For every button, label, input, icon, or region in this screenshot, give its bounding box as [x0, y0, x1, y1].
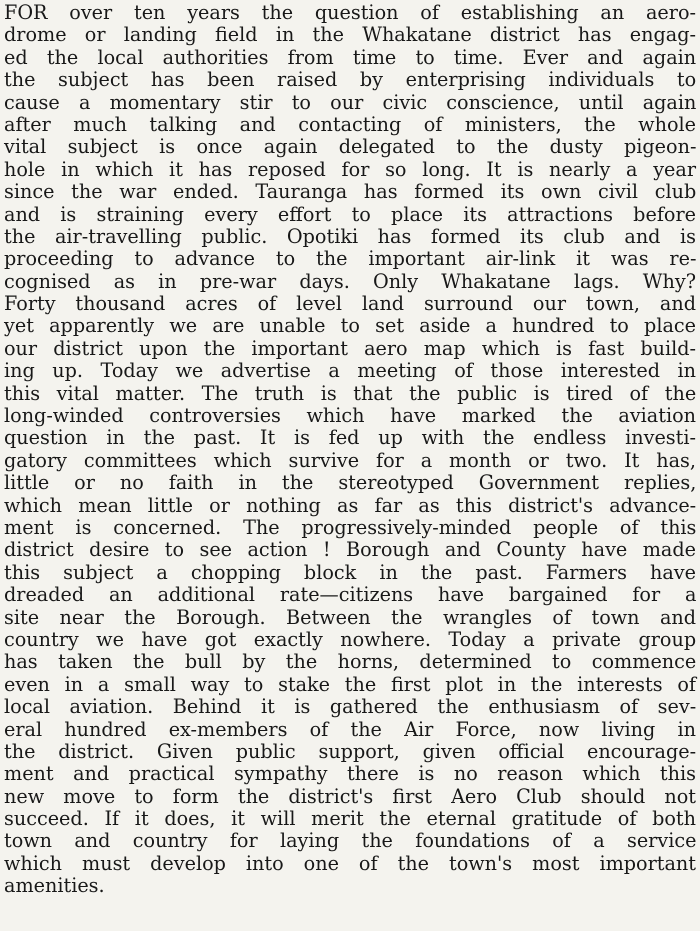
text-line: our district upon the important aero map which is fast build- — [4, 336, 696, 360]
text-line: after much talking and contacting of ministers, the whole — [4, 112, 696, 136]
text-line: new move to form the district's first Aero Club should not — [4, 784, 696, 808]
text-line: which must develop into one of the town's most important — [4, 851, 696, 875]
text-line: ing up. Today we advertise a meeting of those interested in — [4, 359, 696, 383]
text-line: even in a small way to stake the first plot in the interests of — [4, 672, 696, 696]
text-line: the air-travelling public. Opotiki has formed its club and is — [4, 224, 696, 248]
text-line: which mean little or nothing as far as this district's advance- — [4, 493, 697, 517]
text-line: FOR over ten years the question of establishing an aero- — [4, 1, 696, 24]
text-line: site near the Borough. Between the wrangles of town and — [4, 605, 697, 629]
text-line: question in the past. It is fed up with the endless investi- — [4, 426, 696, 450]
text-line: the subject has been raised by enterprising individuals to — [4, 68, 697, 92]
text-line: dreaded an additional rate—citizens have bargained for a — [4, 583, 697, 607]
text-line: vital subject is once again delegated to the dusty pigeon- — [4, 135, 697, 159]
text-line: ment is concerned. The progressively-minded people of this — [4, 515, 697, 539]
text-line: little or no faith in the stereotyped Government replies, — [4, 471, 697, 495]
text-line: cognised as in pre-war days. Only Whakatane lags. Why? — [4, 269, 696, 293]
text-line: yet apparently we are unable to set aside a hundred to place — [4, 314, 696, 338]
text-line: district desire to see action ! Borough and County have made — [4, 538, 696, 562]
text-line: town and country for laying the foundations of a service — [4, 829, 697, 853]
text-line: gatory committees which survive for a month or two. It has, — [4, 448, 697, 472]
text-line: ed the local authorities from time to time. Ever and again — [4, 45, 697, 69]
text-line: since the war ended. Tauranga has formed its own civil club — [4, 180, 697, 204]
text-line: hole in which it has reposed for so long. It is nearly a year — [4, 157, 697, 181]
text-line: proceeding to advance to the important air-link it was re- — [4, 247, 697, 271]
text-line: and is straining every effort to place its attractions before — [4, 202, 696, 226]
text-line: eral hundred ex-members of the Air Force, now living in — [4, 717, 697, 741]
text-line: has taken the bull by the horns, determined to commence — [4, 650, 697, 674]
text-line: cause a momentary stir to our civic conscience, until again — [4, 90, 697, 114]
text-line: amenities. — [4, 874, 105, 898]
text-line: local aviation. Behind it is gathered the enthusiasm of sev- — [4, 695, 697, 719]
text-line: this vital matter. The truth is that the public is tired of the — [4, 381, 697, 405]
text-line: the district. Given public support, given official encourage- — [4, 739, 697, 763]
text-line: country we have got exactly nowhere. Today a private group — [4, 627, 697, 651]
text-line: ment and practical sympathy there is no reason which this — [4, 762, 696, 786]
text-line: long-winded controversies which have marked the aviation — [4, 404, 697, 428]
text-line: succeed. If it does, it will merit the eternal gratitude of both — [4, 807, 696, 831]
text-line: Forty thousand acres of level land surround our town, and — [4, 292, 696, 316]
text-line: this subject a chopping block in the past. Farmers have — [4, 560, 696, 584]
editorial-column — [4, 2, 696, 898]
text-line: drome or landing field in the Whakatane district has engag- — [4, 23, 696, 47]
